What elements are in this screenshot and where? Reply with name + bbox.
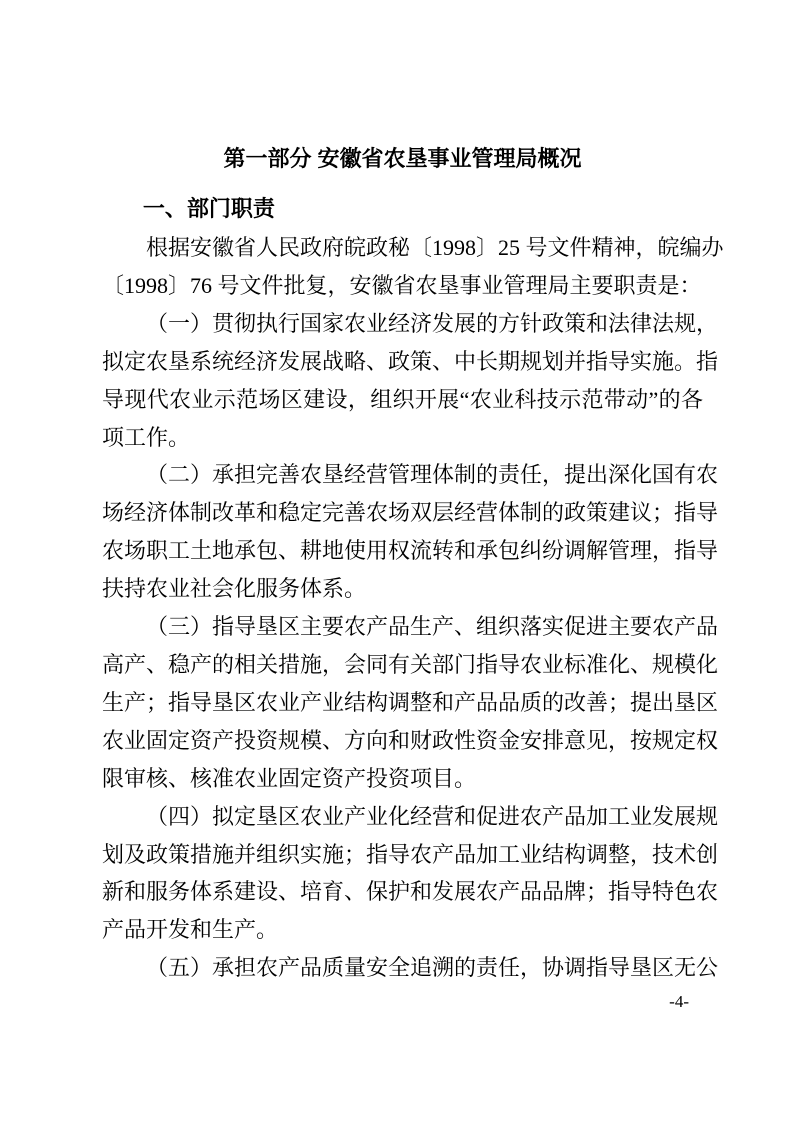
text-line: （一）贯彻执行国家农业经济发展的方针政策和法律法规， [146, 310, 719, 336]
text-line: （四）拟定垦区农业产业化经营和促进农产品加工业发展规 [146, 803, 719, 829]
text-line: （二）承担完善农垦经营管理体制的责任，提出深化国有农 [146, 462, 719, 488]
text-line: 根据安徽省人民政府皖政秘〔1998〕25 号文件精神，皖编办 [146, 235, 724, 260]
text-line: 〔1998〕76 号文件批复，安徽省农垦事业管理局主要职责是： [102, 272, 702, 298]
page-number: -4- [669, 992, 689, 1011]
paragraph [102, 305, 719, 457]
paragraph [102, 798, 719, 950]
paragraph [102, 608, 719, 798]
text-line: （三）指导垦区主要农产品生产、组织落实促进主要农产品 [146, 614, 719, 640]
document-content [102, 0, 724, 987]
text-line: 高产、稳产的相关措施，会同有关部门指导农业标准化、规模化 [102, 651, 719, 677]
text-line: （五）承担农产品质量安全追溯的责任，协调指导垦区无公 [146, 955, 719, 981]
text-line: 限审核、核准农业固定资产投资项目。 [102, 765, 477, 791]
text-line: 场经济体制改革和稳定完善农场双层经营体制的政策建议；指导 [102, 500, 719, 526]
paragraph [102, 229, 724, 305]
text-line: 项工作。 [102, 424, 191, 450]
paragraph [102, 456, 719, 608]
text-line: 产品开发和生产。 [102, 917, 279, 943]
page-title: 第一部分 安徽省农垦事业管理局概况 [223, 146, 582, 171]
section-heading: 一、部门职责 [142, 196, 275, 221]
text-line: 农业固定资产投资规模、方向和财政性资金安排意见，按规定权 [102, 727, 719, 753]
body-paragraphs [102, 229, 724, 987]
text-line: 导现代农业示范场区建设，组织开展“农业科技示范带动”的各 [102, 386, 704, 412]
text-line: 农场职工土地承包、耕地使用权流转和承包纠纷调解管理，指导 [102, 538, 719, 564]
text-line: 拟定农垦系统经济发展战略、政策、中长期规划并指导实施。指 [102, 348, 719, 374]
text-line: 生产；指导垦区农业产业结构调整和产品品质的改善；提出垦区 [102, 689, 719, 715]
paragraph [102, 949, 719, 987]
text-line: 扶持农业社会化服务体系。 [102, 576, 367, 602]
text-line: 划及政策措施并组织实施；指导农产品加工业结构调整，技术创 [102, 841, 719, 867]
text-line: 新和服务体系建设、培育、保护和发展农产品品牌；指导特色农 [102, 879, 719, 905]
